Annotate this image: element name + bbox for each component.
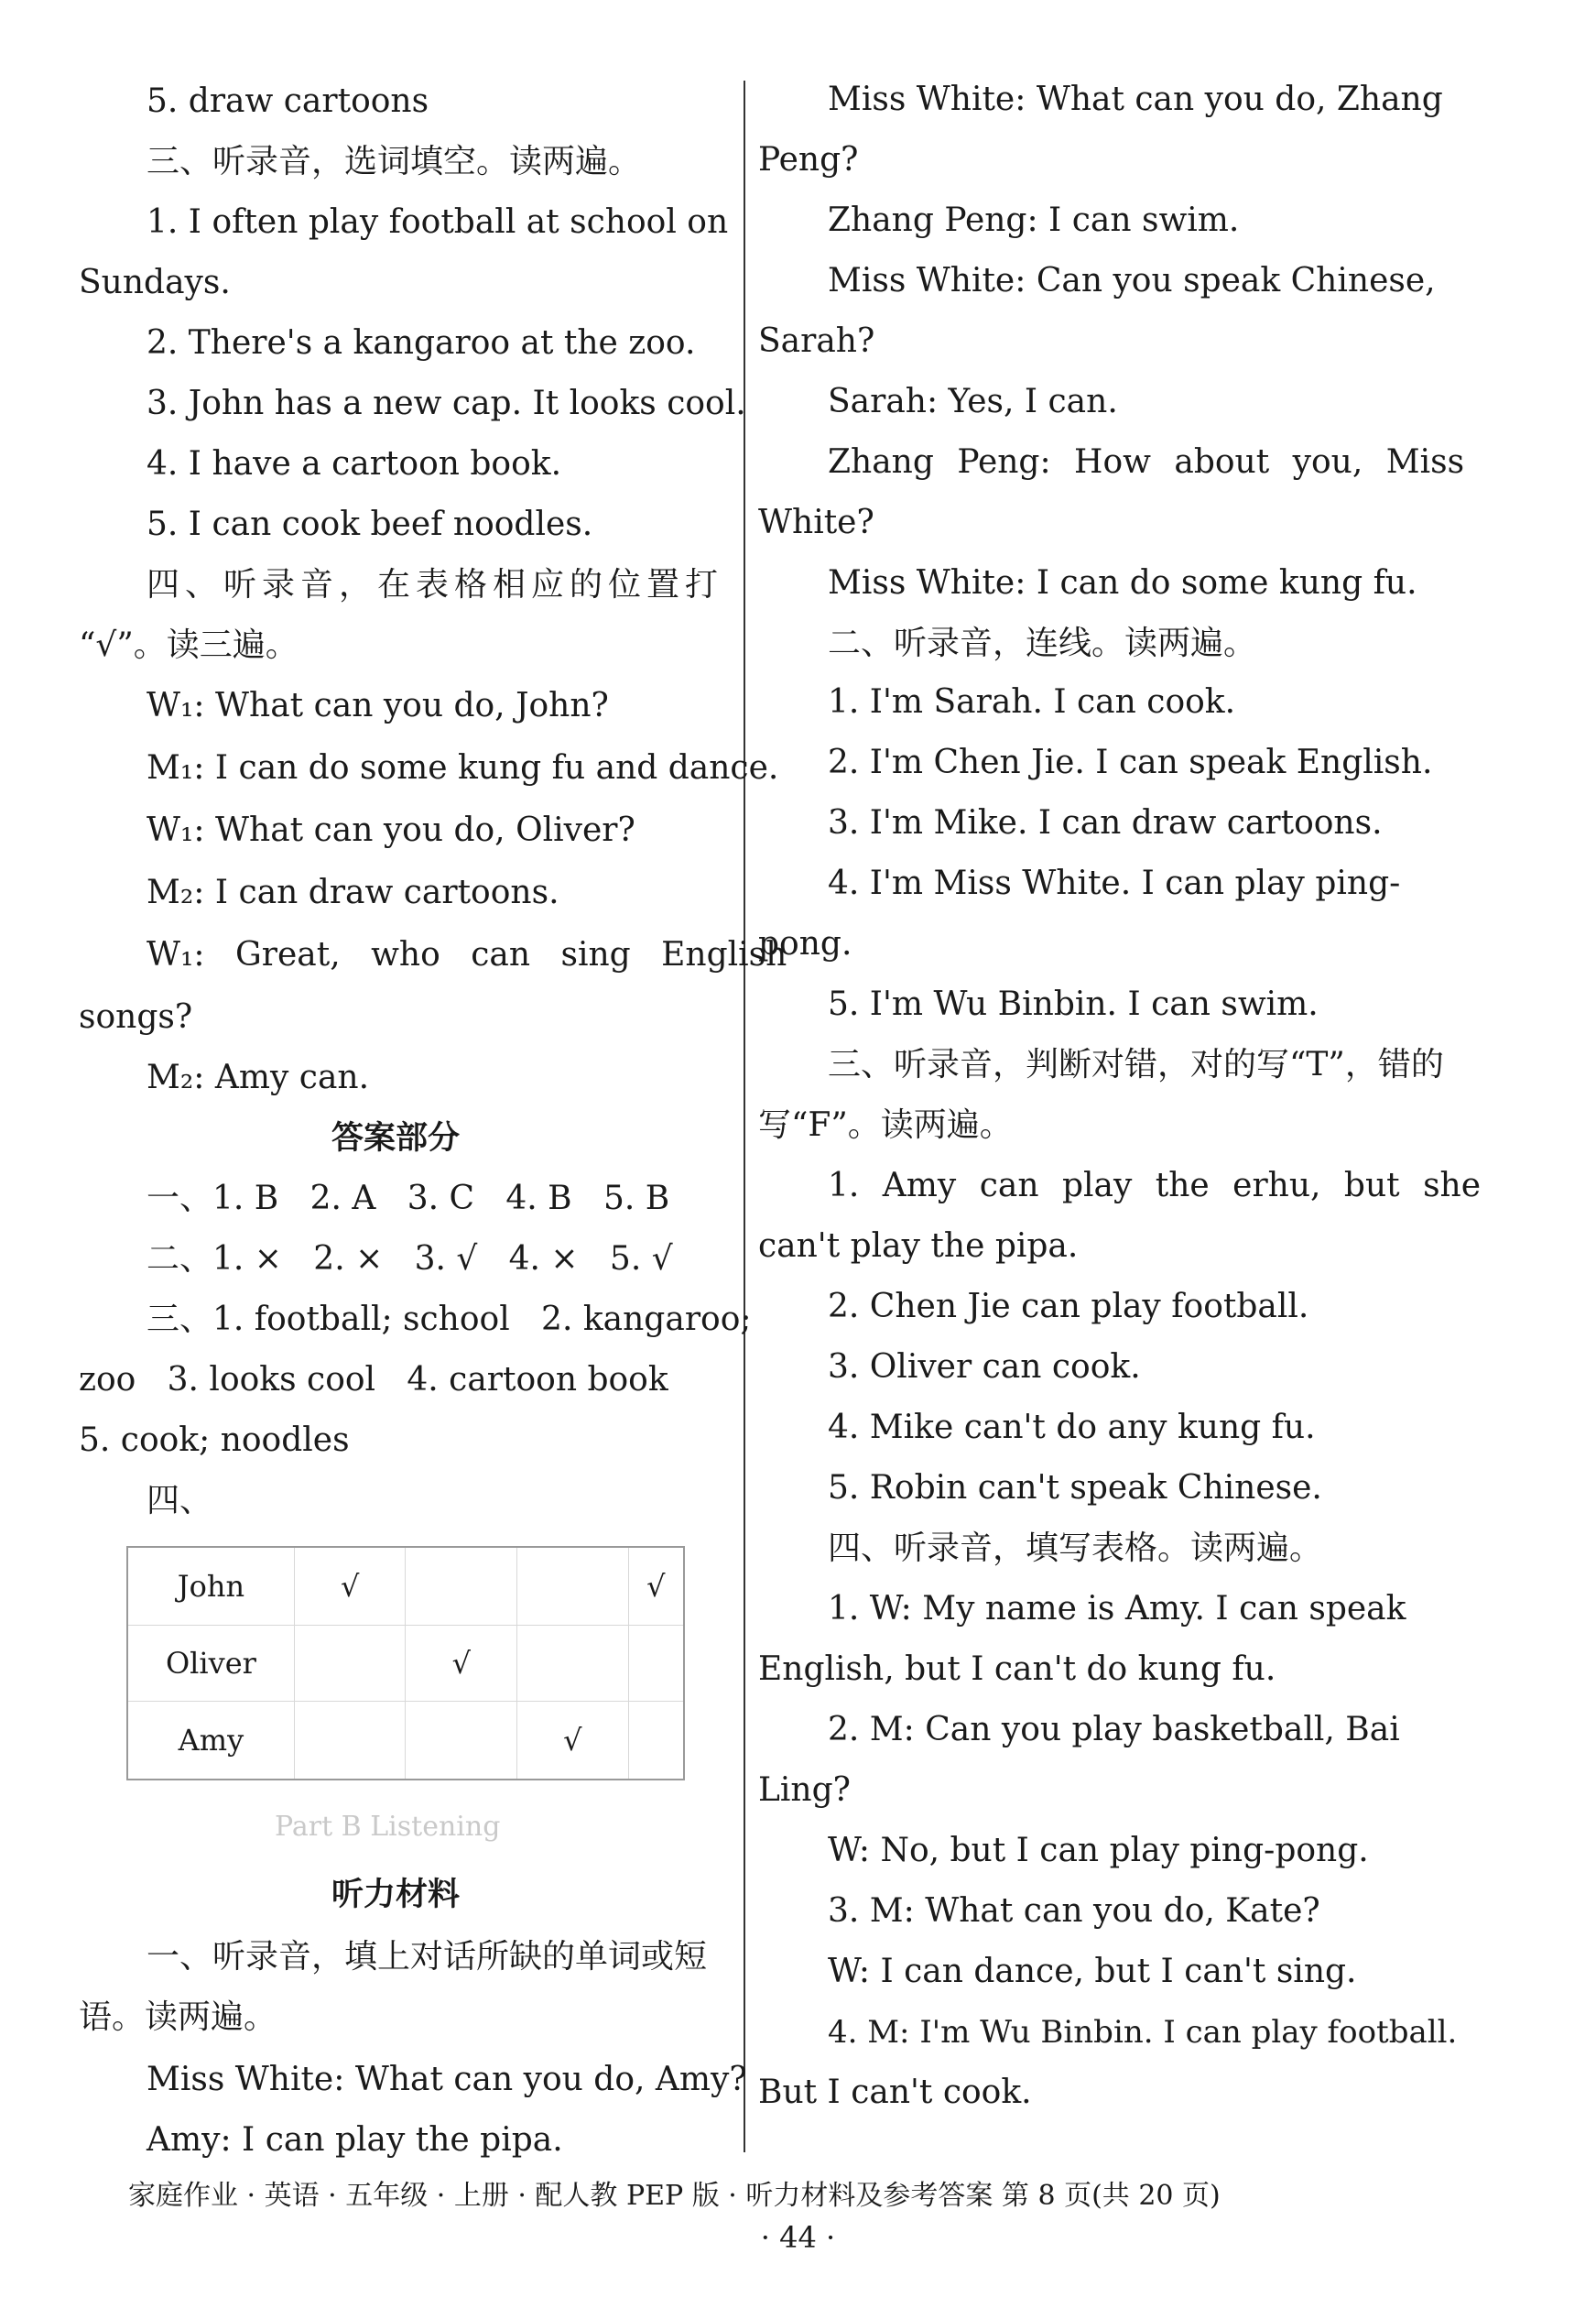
dialogue-line: Miss White: What can you do, Zhang (828, 81, 1443, 118)
text-line: 2. M: Can you play basketball, Bai (828, 1711, 1400, 1748)
section-title: 二、听录音，连线。读两遍。 (828, 625, 1257, 662)
text-line: English, but I can't do kung fu. (758, 1650, 1276, 1688)
answers-heading: 答案部分 (331, 1120, 461, 1157)
text-line: W: I can dance, but I can't sing. (828, 1953, 1357, 1990)
dialogue-line: W₁: What can you do, Oliver? (147, 811, 635, 849)
table-cell (517, 1547, 629, 1625)
dialogue-line: songs? (79, 998, 193, 1036)
dialogue-line: Amy: I can play the pipa. (147, 2121, 563, 2159)
table-cell: √ (406, 1625, 517, 1702)
dialogue-line: White? (758, 504, 874, 541)
table-cell: √ (294, 1547, 406, 1625)
dialogue-line: Miss White: What can you do, Amy? (147, 2061, 747, 2098)
section-title: 一、听录音，填上对话所缺的单词或短 (147, 1938, 708, 1976)
text-line: 3. John has a new cap. It looks cool. (147, 385, 746, 422)
text-line: 3. I'm Mike. I can draw cartoons. (828, 804, 1383, 842)
text-line: 2. I'm Chen Jie. I can speak English. (828, 744, 1433, 781)
text-line: 2. Chen Jie can play football. (828, 1288, 1309, 1325)
dialogue-line: Miss White: Can you speak Chinese, (828, 262, 1436, 299)
text-line: Ling? (758, 1771, 851, 1809)
section-title: 语。读两遍。 (79, 1998, 277, 2036)
text-line: pong. (758, 925, 852, 963)
answer-table (126, 1546, 685, 1780)
table-cell: Amy (127, 1702, 294, 1780)
table-row (127, 1547, 684, 1625)
table-cell (406, 1702, 517, 1780)
section-title: 写“F”。读两遍。 (758, 1106, 1013, 1144)
section-title: 三、听录音，选词填空。读两遍。 (147, 143, 642, 180)
table-cell: √ (628, 1547, 684, 1625)
table-cell: John (127, 1547, 294, 1625)
text-line: 4. I have a cartoon book. (147, 445, 562, 483)
dialogue-line: W₁: Great, who can sing English (147, 936, 787, 974)
section-title: 四、听录音，在表格相应的位置打 (147, 566, 724, 604)
dialogue-line: W₁: What can you do, John? (147, 687, 609, 724)
table-cell (517, 1625, 629, 1702)
text-line: 1. I often play football at school on (147, 203, 729, 241)
dialogue-line: M₂: Amy can. (147, 1059, 370, 1096)
table-cell (628, 1702, 684, 1780)
text-line: 1. Amy can play the erhu, but she (828, 1167, 1482, 1204)
section-title: “√”。读三遍。 (79, 626, 299, 664)
text-line: W: No, but I can play ping-pong. (828, 1832, 1369, 1869)
listening-heading: 听力材料 (331, 1877, 461, 1913)
table-cell (406, 1547, 517, 1625)
dialogue-line: Zhang Peng: I can swim. (828, 201, 1240, 239)
text-line: 1. W: My name is Amy. I can speak (828, 1590, 1406, 1627)
answer-line: 三、1. football; school 2. kangaroo; (147, 1301, 752, 1338)
table-cell (294, 1702, 406, 1780)
section-title: 四、听录音，填写表格。读两遍。 (828, 1530, 1323, 1567)
text-line: Sundays. (79, 264, 231, 301)
text-line: 4. I'm Miss White. I can play ping- (828, 865, 1401, 902)
text-line: 4. Mike can't do any kung fu. (828, 1409, 1316, 1446)
text-line: 5. draw cartoons (147, 82, 429, 120)
text-line: 5. I'm Wu Binbin. I can swim. (828, 985, 1319, 1023)
part-b-label: Part B Listening (275, 1811, 501, 1843)
text-line: 3. M: What can you do, Kate? (828, 1892, 1320, 1930)
page-footer: 家庭作业 · 英语 · 五年级 · 上册 · 配人教 PEP 版 · 听力材料及参考答案 第 8 页(共 20 页) (128, 2180, 1221, 2212)
dialogue-line: Miss White: I can do some kung fu. (828, 564, 1417, 602)
text-line: But I can't cook. (758, 2074, 1032, 2111)
table-row (127, 1625, 684, 1702)
text-line: 1. I'm Sarah. I can cook. (828, 683, 1236, 721)
dialogue-line: M₁: I can do some kung fu and dance. (147, 749, 779, 787)
text-line: 4. M: I'm Wu Binbin. I can play football. (828, 2014, 1458, 2051)
answer-line: 四、 (147, 1482, 213, 1519)
dialogue-line: Zhang Peng: How about you, Miss (828, 443, 1465, 481)
text-line: 2. There's a kangaroo at the zoo. (147, 324, 696, 362)
dialogue-line: Peng? (758, 141, 859, 179)
answer-line: 一、1. B 2. A 3. C 4. B 5. B (147, 1180, 670, 1217)
table-cell (294, 1625, 406, 1702)
text-line: 3. Oliver can cook. (828, 1348, 1141, 1386)
page-number: · 44 · (760, 2220, 836, 2255)
table-cell (628, 1625, 684, 1702)
table-row (127, 1702, 684, 1780)
text-line: 5. Robin can't speak Chinese. (828, 1469, 1322, 1507)
text-line: 5. I can cook beef noodles. (147, 506, 593, 543)
section-title: 三、听录音，判断对错，对的写“T”，错的 (828, 1046, 1444, 1083)
answer-line: zoo 3. looks cool 4. cartoon book (79, 1361, 668, 1399)
answer-line: 5. cook; noodles (79, 1421, 350, 1459)
dialogue-line: Sarah: Yes, I can. (828, 383, 1118, 420)
answer-line: 二、1. × 2. × 3. √ 4. × 5. √ (147, 1240, 673, 1278)
table-cell: √ (517, 1702, 629, 1780)
text-line: can't play the pipa. (758, 1227, 1079, 1265)
table-cell: Oliver (127, 1625, 294, 1702)
dialogue-line: M₂: I can draw cartoons. (147, 874, 559, 911)
dialogue-line: Sarah? (758, 322, 875, 360)
